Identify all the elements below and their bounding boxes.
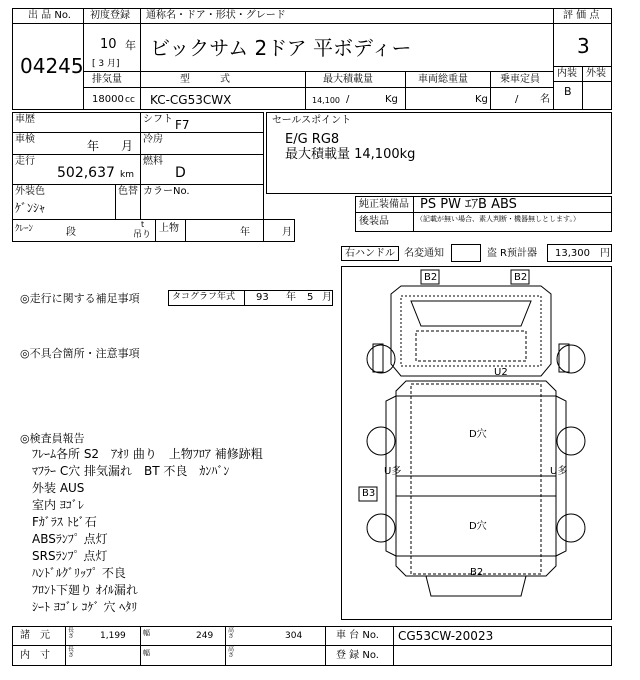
tacho-year-unit: 年 [286, 292, 296, 303]
capacity-unit: 名 [540, 94, 550, 105]
model-label: 型 式 [180, 74, 230, 85]
inner-length-label: 長さ [68, 646, 75, 659]
diagram-u-left: U多 [384, 466, 402, 477]
capacity-sep: / [515, 94, 519, 105]
shift-label: シフト [143, 114, 173, 125]
displacement-unit: cc [125, 95, 135, 105]
inspector-line: ﾊﾝﾄﾞﾙｸﾞﾘｯﾌﾟ 不良 [32, 566, 126, 580]
sales-points-label: セールスポイント [272, 115, 352, 126]
dims-label: 諸 元 [20, 630, 50, 641]
gross-weight-label: 車両総重量 [418, 74, 468, 85]
ac-label: 冷房 [143, 134, 163, 145]
lot-no-label: 出 品 No. [28, 10, 71, 21]
inspector-line: ｼｰﾄ ﾖｺﾞﾚ ｺｹﾞ 穴 ﾍﾀﾘ [32, 600, 138, 614]
diagram-u2: U2 [494, 367, 508, 378]
vehicle-name: ビックサム 2ドア 平ボディー [150, 36, 412, 60]
inspector-line: ABSﾗﾝﾌﾟ 点灯 [32, 532, 108, 546]
mileage: 502,637 [57, 165, 115, 181]
displacement-label: 排気量 [92, 74, 122, 85]
kg-unit-2: Kg [475, 94, 488, 105]
chassis: CG53CW-20023 [398, 629, 494, 643]
sales-point-2: 最大積載量 14,100kg [285, 147, 416, 162]
model: KC-CG53CWX [150, 93, 232, 107]
inspector-line: ﾌﾛﾝﾄ下廻り ｵｲﾙ漏れ [32, 583, 138, 597]
ton-label: t [141, 220, 145, 229]
reg-no-label: 登 録 No. [336, 650, 379, 661]
diagram-b2-right: B2 [514, 272, 528, 283]
first-reg-label: 初度登録 [90, 10, 130, 21]
fuel: D [175, 165, 186, 181]
interior-label: 内装 [557, 68, 577, 79]
equipment: PS PW ｴｱB ABS [420, 197, 517, 212]
odometer-prefix: 盗 [487, 248, 497, 259]
lot-no: 04245 [20, 54, 84, 78]
odometer-value: 13,300 [555, 248, 590, 259]
score: 3 [577, 34, 590, 58]
color-label: 外装色 [15, 186, 45, 197]
upper-year: 年 [240, 227, 250, 238]
tacho-year: 93 [256, 292, 269, 303]
exterior-label: 外装 [586, 68, 606, 79]
inspection-label: 車検 [15, 134, 35, 145]
inspector-line: ﾌﾚｰﾑ各所 S2 ｱｵﾘ 曲り 上物ﾌﾛｱ 補修跡粗 [32, 447, 263, 461]
diagram-b2-bottom: B2 [470, 567, 484, 578]
upper-label: 上物 [159, 223, 179, 234]
mileage-label: 走行 [15, 156, 35, 167]
crane-label: ｸﾚｰﾝ [15, 224, 34, 234]
diagram-d-hole-1: D穴 [469, 429, 487, 440]
inspection-year: 年 [87, 139, 100, 153]
tacho-month-unit: 月 [322, 292, 332, 303]
retrofit-note: （記載が無い場合、素人判断・機器無しとします。） [416, 215, 580, 223]
width-label: 幅 [143, 629, 150, 637]
color-code-label: 色替 [118, 186, 138, 197]
equipment-label: 純正装備品 [359, 199, 409, 210]
inspector-line: ﾏﾌﾗｰ C穴 排気漏れ BT 不良 ｶﾝﾊﾞﾝ [32, 464, 230, 478]
inspector-label: ◎検査員報告 [20, 432, 85, 445]
capacity-label: 乗車定員 [500, 74, 540, 85]
reg-month: [ 3 月] [92, 59, 120, 69]
height-label: 高さ [228, 627, 235, 640]
inspection-month: 月 [121, 139, 134, 153]
name-change-box[interactable] [451, 244, 481, 262]
length-label: 長さ [68, 627, 75, 640]
width: 249 [196, 631, 214, 641]
odometer-unit: 円 [600, 248, 610, 259]
max-load-sep: / [346, 94, 350, 105]
tacho-month: 5 [307, 292, 314, 303]
model-name-label: 通称名・ドア・形状・グレード [146, 10, 286, 21]
history-label: 車歴 [15, 114, 35, 125]
tacho-label: タコグラフ年式 [172, 292, 236, 302]
hanging-label: 吊り [133, 230, 152, 240]
diagram-b2-left: B2 [424, 272, 438, 283]
diagram-b3: B3 [362, 488, 376, 499]
length: 1,199 [100, 631, 126, 641]
interior-grade: B [564, 85, 572, 98]
sales-point-1: E/G RG8 [285, 132, 340, 147]
shift: F7 [175, 118, 190, 132]
upper-box [185, 219, 295, 242]
color: ｹﾞﾝｼｬ [15, 201, 46, 215]
travel-notes-label: ◎走行に関する補足事項 [20, 292, 140, 305]
diagram-d-hole-2: D穴 [469, 521, 487, 532]
inspector-line: Fｶﾞﾗｽ ﾄﾋﾞ石 [32, 515, 97, 529]
name-change-label: 名変通知 [404, 248, 444, 259]
reg-year: 10 [100, 37, 117, 52]
diagram-u-right: U多 [550, 466, 568, 477]
stage-label: 段 [66, 227, 76, 238]
odometer-label: R预計器 [500, 248, 537, 259]
displacement: 18000 [92, 94, 124, 105]
defects-label: ◎不具合箇所・注意事項 [20, 347, 140, 360]
max-load: 14,100 [312, 96, 340, 105]
upper-month: 月 [282, 227, 292, 238]
score-label: 評 価 点 [563, 10, 600, 21]
fuel-label: 燃料 [143, 156, 163, 167]
inspector-line: SRSﾗﾝﾌﾟ 点灯 [32, 549, 108, 563]
chassis-label: 車 台 No. [336, 630, 379, 641]
inner-width-label: 幅 [143, 649, 150, 657]
retrofit-label: 後装品 [359, 216, 389, 227]
handle: 右ハンドル [345, 248, 395, 259]
inner-dims-label: 内 寸 [20, 650, 50, 661]
max-load-label: 最大積載量 [323, 74, 373, 85]
inner-height-label: 高さ [228, 646, 235, 659]
inspector-line: 室内 ﾖｺﾞﾚ [32, 498, 84, 512]
kg-unit-1: Kg [385, 94, 398, 105]
color-no-label: カラーNo. [143, 186, 190, 197]
reg-year-unit: 年 [125, 39, 136, 52]
inspector-line: 外装 AUS [32, 481, 85, 495]
height: 304 [285, 631, 303, 641]
mileage-unit: km [120, 170, 134, 180]
